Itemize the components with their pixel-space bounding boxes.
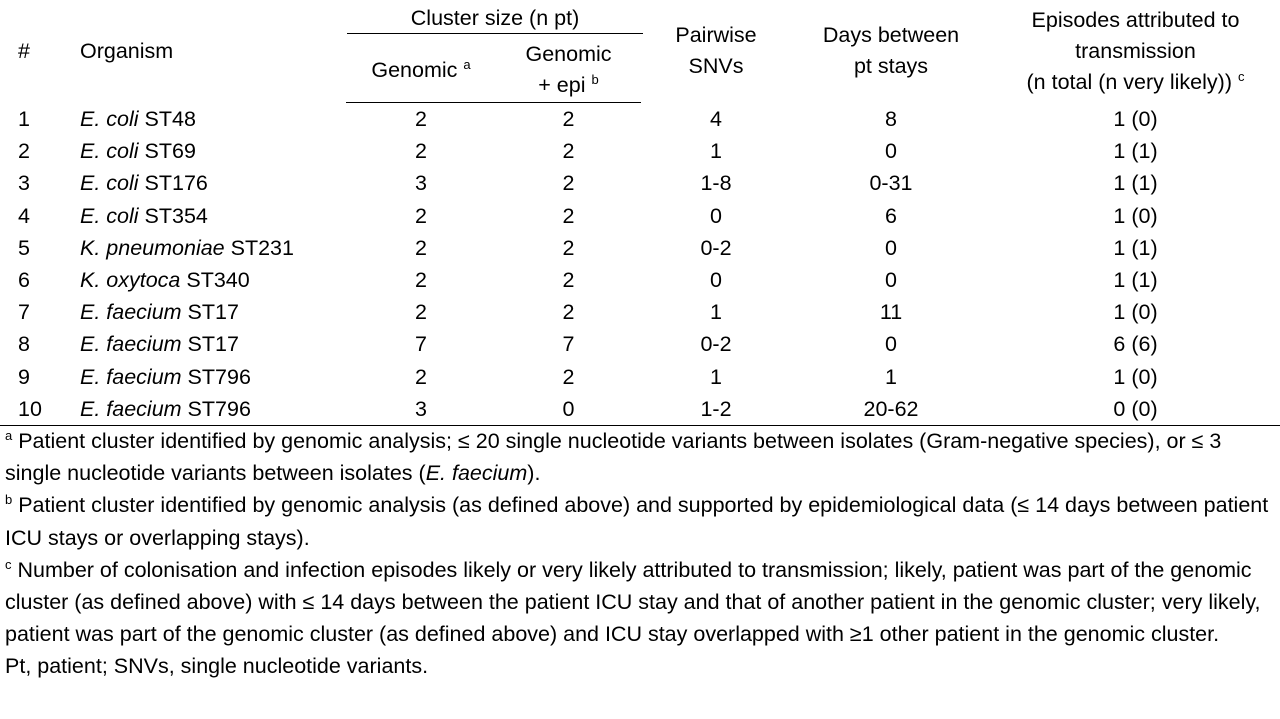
organism-sequence-type: ST17: [181, 332, 239, 357]
organism-sequence-type: ST176: [138, 171, 208, 196]
cell-genomic: 7: [415, 332, 427, 357]
cell-snv: 0-2: [700, 332, 732, 357]
cell-num: 8: [18, 332, 30, 357]
cell-organism: [80, 200, 346, 232]
header-num: #: [18, 38, 30, 63]
cell-snv: 1-2: [641, 393, 791, 426]
cell-genomic: 2: [415, 300, 427, 325]
cell-days: 1: [885, 364, 897, 389]
header-snv-line1: Pairwise: [675, 23, 757, 48]
cell-episodes: 1 (0): [1113, 300, 1158, 325]
footnote-c: [5, 554, 1277, 651]
footnote-c-text: Number of colonisation and infection episodes likely or very likely attributed to transmission; likely, patient was part of the genomic cluster (as defined above) with ≤ 14 days between the patient ICU stay and that of another patient in the genomic cluster; very likely, patient was part of the genomic cluster (as defined above) and ICU stay overlapped with ≥1 other patient in the genomic cluster.: [5, 557, 1261, 647]
cell-genomic-epi: 2: [562, 300, 575, 325]
cell-snv: 0-2: [700, 235, 732, 260]
cell-episodes: 1 (0): [1113, 106, 1158, 131]
header-genomic-epi-line1: Genomic: [525, 42, 612, 66]
header-genomic-text: Genomic: [371, 57, 458, 82]
cell-organism: [80, 167, 346, 199]
cell-days: 6: [885, 203, 897, 228]
cell-num: 9: [18, 364, 30, 389]
cell-organism: [80, 328, 346, 360]
header-episodes-line1: Episodes attributed to: [1031, 7, 1240, 32]
cell-genomic: 2: [415, 235, 427, 260]
footnote-a-text: Patient cluster identified by genomic analysis; ≤ 20 single nucleotide variants between isolates (Gram-negative species), or ≤ 3 single nucleotide variants between isolates (: [5, 429, 1222, 486]
footnote-b-marker: b: [5, 492, 13, 508]
table-row: [0, 264, 1280, 296]
cell-days: 0: [885, 332, 897, 357]
cell-episodes: 1 (1): [1113, 235, 1158, 260]
cell-genomic-epi: 2: [562, 364, 575, 389]
cell-genomic: 3: [415, 171, 427, 196]
cell-num: 3: [18, 171, 30, 196]
header-genomic-epi-line2: [496, 70, 641, 101]
organism-genus: E. coli: [80, 106, 139, 131]
cell-snv: 1: [710, 300, 722, 325]
cell-num: 10: [0, 393, 80, 426]
cell-episodes: 1 (1): [1113, 268, 1158, 293]
footnote-a-text-end: ).: [527, 461, 541, 486]
cell-snv: 0: [710, 268, 722, 293]
header-episodes-line3: [991, 67, 1280, 98]
organism-sequence-type: ST231: [224, 235, 294, 260]
organism-sequence-type: ST354: [138, 203, 208, 228]
header-genomic-sup: a: [463, 56, 471, 72]
cell-genomic-epi: 2: [562, 268, 575, 293]
organism-genus: E. coli: [80, 171, 139, 196]
cell-snv: 0: [710, 203, 722, 228]
footnote-a-marker: a: [5, 427, 13, 443]
cell-days: 0: [885, 139, 897, 164]
table-row: [0, 167, 1280, 199]
cell-episodes: 1 (1): [1113, 139, 1158, 164]
cell-genomic-epi: 7: [562, 332, 575, 357]
cell-snv: 4: [710, 106, 722, 131]
cell-days: 0-31: [869, 171, 913, 196]
cell-snv: 1-8: [700, 171, 732, 196]
header-genomic-epi-sup: b: [591, 71, 599, 87]
organism-genus: E. faecium: [80, 332, 182, 357]
cell-days: 8: [885, 106, 897, 131]
header-genomic: [346, 38, 496, 103]
cell-organism: [80, 232, 346, 264]
header-snv-line2: SNVs: [688, 54, 744, 79]
cell-genomic-epi: 2: [562, 107, 575, 132]
cell-num: 7: [18, 300, 30, 325]
cell-num: 4: [18, 203, 30, 228]
cell-episodes: 1 (0): [1113, 364, 1158, 389]
cell-genomic: 2: [415, 107, 427, 132]
cell-organism: [80, 296, 346, 328]
header-days: [791, 0, 991, 103]
header-days-line1: Days between: [822, 23, 960, 48]
organism-sequence-type: ST796: [181, 364, 251, 389]
cell-days: 0: [885, 268, 897, 293]
table-body: [0, 103, 1280, 426]
table-row: [0, 328, 1280, 360]
cell-snv: 1: [710, 139, 722, 164]
table-row: [0, 393, 1280, 426]
header-genomic-epi: [496, 38, 641, 103]
header-organism: Organism: [80, 38, 174, 63]
organism-sequence-type: ST17: [181, 300, 239, 325]
table-row: [0, 361, 1280, 393]
organism-sequence-type: ST48: [138, 106, 196, 131]
cell-episodes: 6 (6): [1113, 332, 1158, 357]
cell-snv: 1: [710, 364, 722, 389]
table-row: [0, 296, 1280, 328]
footnote-c-marker: c: [5, 556, 12, 572]
cell-genomic-epi: 2: [562, 171, 575, 196]
footnotes: [5, 425, 1277, 683]
cell-organism: [80, 135, 346, 167]
organism-sequence-type: ST69: [138, 139, 196, 164]
footnote-a: [5, 425, 1277, 489]
organism-sequence-type: ST340: [180, 268, 250, 293]
footnote-b-text: Patient cluster identified by genomic analysis (as defined above) and supported by epidemiological data (≤ 14 days between patient ICU stays or overlapping stays).: [5, 493, 1269, 550]
organism-genus: K. oxytoca: [80, 268, 181, 293]
header-cluster-size-label: Cluster size (n pt): [347, 6, 643, 34]
table-row: [0, 135, 1280, 167]
footnote-b: [5, 489, 1277, 553]
cell-genomic: 3: [346, 393, 496, 426]
cell-num: 2: [18, 139, 30, 164]
cell-organism: [80, 393, 346, 426]
header-snv: [641, 0, 791, 103]
organism-genus: E. coli: [80, 203, 139, 228]
header-days-line2: pt stays: [853, 54, 929, 79]
cell-genomic: 2: [415, 268, 427, 293]
cell-num: 1: [18, 106, 30, 131]
organism-genus: E. faecium: [80, 364, 182, 389]
cell-genomic-epi: 2: [562, 203, 575, 228]
cell-days: 11: [879, 300, 903, 325]
organism-genus: E. faecium: [80, 396, 182, 421]
header-episodes-line2: transmission: [1075, 38, 1196, 63]
table-row: [0, 232, 1280, 264]
cell-genomic-epi: 2: [562, 235, 575, 260]
header-genomic-epi-line2-text: + epi: [538, 73, 586, 97]
header-episodes: [991, 0, 1280, 103]
organism-sequence-type: ST796: [181, 396, 251, 421]
header-episodes-line3-text: (n total (n very likely)): [1026, 69, 1232, 94]
cell-num: 6: [18, 268, 30, 293]
cell-genomic-epi: 2: [562, 139, 575, 164]
organism-genus: E. faecium: [80, 300, 182, 325]
cell-episodes: 1 (1): [1113, 171, 1158, 196]
cell-episodes: 1 (0): [1113, 203, 1158, 228]
cell-num: 5: [18, 235, 30, 260]
cell-days: 20-62: [791, 393, 991, 426]
table-row: [0, 200, 1280, 232]
header-episodes-sup: c: [1237, 68, 1245, 84]
cell-genomic-epi: 0: [496, 393, 641, 426]
cell-organism: [80, 361, 346, 393]
cell-days: 0: [885, 235, 897, 260]
cell-genomic: 2: [415, 364, 427, 389]
table-row: [0, 103, 1280, 136]
organism-genus: K. pneumoniae: [80, 235, 225, 260]
cell-genomic: 2: [415, 203, 427, 228]
header-cluster-size: [346, 0, 641, 38]
cell-organism: [80, 264, 346, 296]
organism-genus: E. coli: [80, 139, 139, 164]
footnote-abbreviations: Pt, patient; SNVs, single nucleotide variants.: [5, 654, 429, 679]
cell-organism: [80, 103, 346, 136]
footnote-a-italic: E. faecium: [425, 461, 528, 486]
cell-episodes: 0 (0): [991, 393, 1280, 426]
cell-genomic: 2: [415, 139, 427, 164]
